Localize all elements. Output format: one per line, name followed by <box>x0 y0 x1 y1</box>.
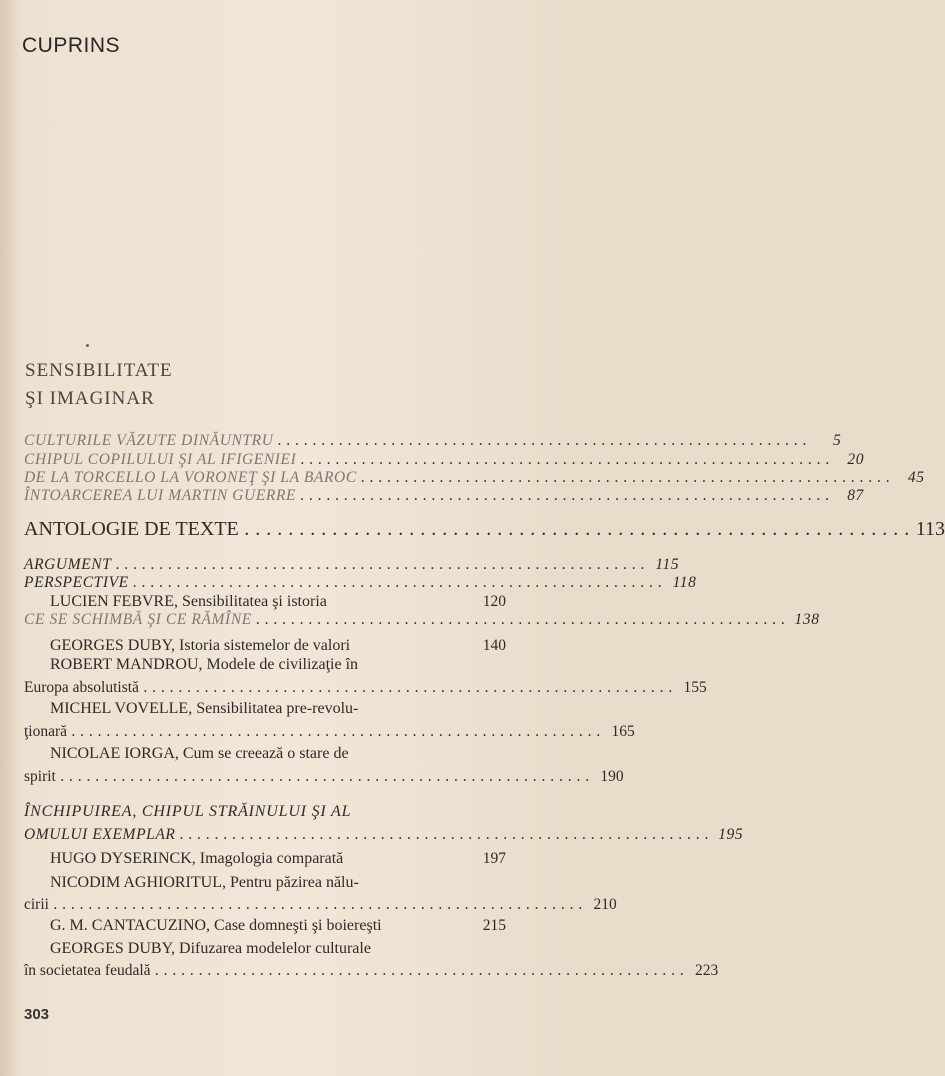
toc-entry-page: 223 <box>695 962 719 979</box>
toc-entry <box>24 469 925 487</box>
page-title: CUPRINS <box>22 34 121 57</box>
toc-entry <box>24 611 820 629</box>
section-heading-line1: SENSIBILITATE <box>25 360 173 381</box>
toc-entry-title: CE SE SCHIMBĂ ŞI CE RĂMÎNE <box>24 611 252 628</box>
part-page: 113 <box>915 518 945 540</box>
toc-entry-page: 120 <box>482 593 506 610</box>
toc-entry-page: 20 <box>847 451 865 468</box>
toc-entry-title: DE LA TORCELLO LA VORONEŢ ŞI LA BAROC <box>24 469 357 486</box>
toc-author-entry: MICHEL VOVELLE, Sensibilitatea pre-revolu- <box>50 700 359 717</box>
toc-author-entry: ROBERT MANDROU, Modele de civilizaţie în <box>50 656 359 673</box>
toc-entry-page: 140 <box>482 637 506 654</box>
toc-entry-title: spirit <box>24 768 56 785</box>
toc-entry-page: 215 <box>482 917 506 934</box>
toc-entry-page: 155 <box>683 679 707 696</box>
toc-entry-page: 210 <box>593 896 617 913</box>
toc-entry-continuation <box>24 679 707 697</box>
toc-entry <box>24 487 864 505</box>
toc-entry-page: 195 <box>718 826 744 843</box>
toc-entry-title: cirii <box>24 896 49 913</box>
toc-entry-continuation <box>24 768 624 786</box>
toc-entry <box>24 556 680 574</box>
toc-entry-title: OMULUI EXEMPLAR <box>24 826 176 843</box>
toc-entry-continuation <box>24 723 635 741</box>
toc-author-entry: NICODIM AGHIORITUL, Pentru păzirea nălu- <box>50 874 359 891</box>
toc-author-entry: LUCIEN FEBVRE, Sensibilitatea şi istoria <box>50 593 327 610</box>
toc-entry-title: ÎNTOARCEREA LUI MARTIN GUERRE <box>24 487 297 504</box>
toc-entry-title: Europa absolutistă <box>24 679 139 696</box>
toc-entry-page: 87 <box>847 487 864 504</box>
toc-entry-page: 165 <box>611 723 635 740</box>
toc-entry-continuation <box>24 896 617 914</box>
section-heading-line2: ŞI IMAGINAR <box>25 388 155 409</box>
toc-entry <box>24 432 842 450</box>
toc-author-entry: GEORGES DUBY, Istoria sistemelor de valori <box>50 637 351 654</box>
part-title: ANTOLOGIE DE TEXTE <box>24 518 239 540</box>
toc-entry-page: 45 <box>907 469 925 486</box>
toc-author-entry: GEORGES DUBY, Difuzarea modelelor culturale <box>50 940 371 957</box>
toc-entry-title: în societatea feudală <box>24 962 151 979</box>
ink-dot <box>86 344 89 347</box>
toc-entry-continuation <box>24 962 719 980</box>
toc-entry-title: CULTURILE VĂZUTE DINĂUNTRU <box>24 432 274 449</box>
toc-entry-page: 197 <box>482 850 506 867</box>
toc-author-entry: NICOLAE IORGA, Cum se creează o stare de <box>50 745 349 762</box>
toc-part-heading <box>24 518 945 541</box>
toc-entry-page: 138 <box>794 611 820 628</box>
section-heading-line2 <box>24 826 744 844</box>
toc-entry-page: 118 <box>672 574 697 591</box>
toc-entry-title: CHIPUL COPILULUI ŞI AL IFIGENIEI <box>24 451 297 468</box>
toc-entry-title: PERSPECTIVE <box>24 574 129 591</box>
toc-entry-title: ţionară <box>24 723 68 740</box>
toc-entry-page: 190 <box>600 768 624 785</box>
toc-entry-title: ARGUMENT <box>24 556 112 573</box>
toc-author-entry: HUGO DYSERINCK, Imagologia comparată <box>50 850 344 867</box>
toc-entry-page: 5 <box>832 432 842 449</box>
section-heading-line1: ÎNCHIPUIREA, CHIPUL STRĂINULUI ŞI AL <box>24 803 352 820</box>
toc-entry <box>24 574 697 592</box>
toc-author-entry: G. M. CANTACUZINO, Case domneşti şi boiereşti <box>50 917 382 934</box>
toc-entry-page: 115 <box>655 556 680 573</box>
toc-entry <box>24 451 865 469</box>
page-number: 303 <box>24 1006 50 1023</box>
